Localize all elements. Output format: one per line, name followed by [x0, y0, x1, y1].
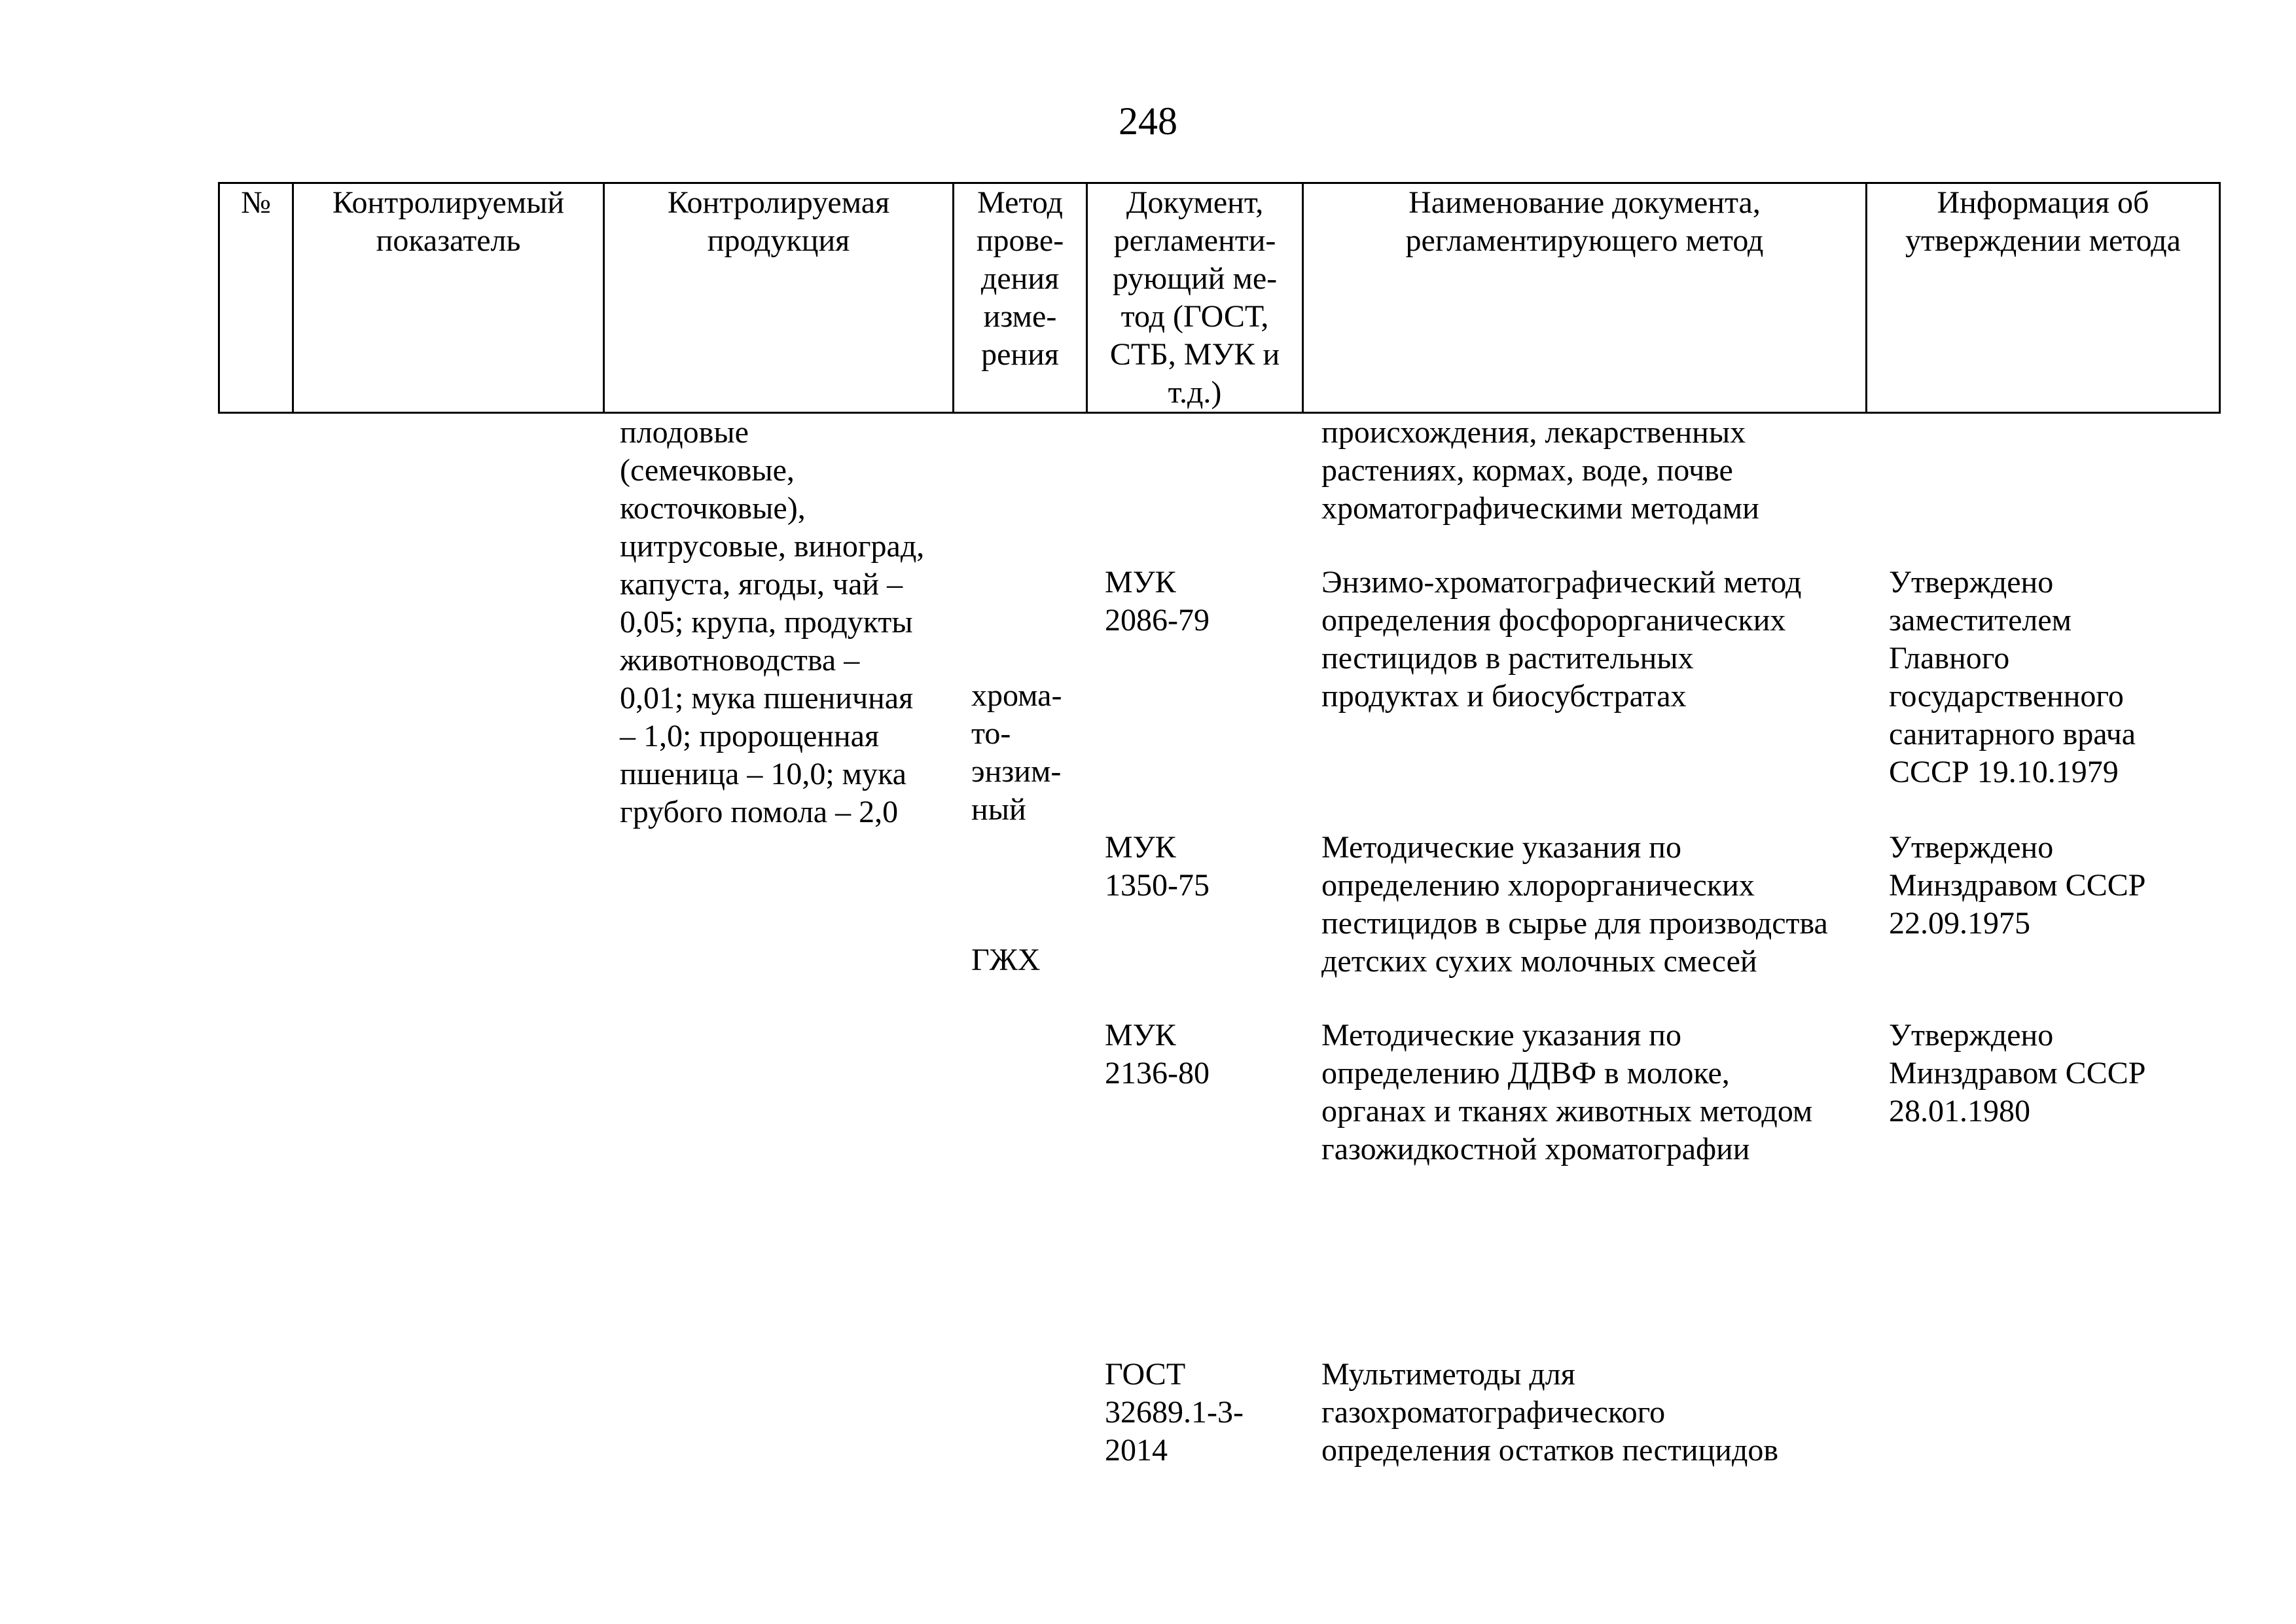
header-product: Контролируемая продукция — [604, 183, 954, 413]
row-2-document: МУК 1350-75 — [1105, 830, 1210, 903]
row-1-approval-info: Утверждено заместителем Главного государственного санитарного врача СССР 19.10.1979 — [1889, 565, 2136, 789]
header-indicator: Контролируемый показатель — [293, 183, 604, 413]
row-2-document-name: Методические указания по определению хлорорганических пестицидов в сырье для производства детских сухих молочных смесей — [1321, 830, 1828, 979]
header-approval-info: Информация об утверждении метода — [1867, 183, 2220, 413]
header-document: Документ, регламенти-рующий ме-тод (ГОСТ, СТБ, МУК и т.д.) — [1087, 183, 1303, 413]
page-number: 248 — [1119, 99, 1177, 143]
header-document-name: Наименование документа, регламентирующего метод — [1303, 183, 1867, 413]
product-cell: плодовые (семечковые, косточковые), цитрусовые, виноград, капуста, ягоды, чай – 0,05; крупа, продукты животноводства – 0,01; мука пшеничная – 1,0; пророщенная пшеница – 10,0; мука грубого помола – 2,0 — [620, 415, 925, 829]
table-header — [218, 182, 2221, 414]
row-2-approval-info: Утверждено Минздравом СССР 22.09.1975 — [1889, 830, 2146, 941]
method-gc: ГЖХ — [971, 943, 1041, 977]
row-3-document-name: Методические указания по определению ДДВФ в молоке, органах и тканях животных методом газожидкостной хроматографии — [1321, 1018, 1813, 1166]
row-4-document: ГОСТ 32689.1-3- 2014 — [1105, 1357, 1244, 1468]
header-number: № — [219, 183, 293, 413]
document-name-continuation: происхождения, лекарственных растениях, кормах, воде, почве хроматографическими методами — [1321, 415, 1759, 526]
header-method: Метод прове-дения изме-рения — [954, 183, 1087, 413]
method-chromato-enzymatic: хрома- то- энзим- ный — [971, 678, 1062, 827]
row-1-document: МУК 2086-79 — [1105, 565, 1210, 638]
row-4-document-name: Мультиметоды для газохроматографического определения остатков пестицидов — [1321, 1357, 1779, 1468]
row-3-approval-info: Утверждено Минздравом СССР 28.01.1980 — [1889, 1018, 2146, 1128]
row-1-document-name: Энзимо-хроматографический метод определения фосфорорганических пестицидов в растительных продуктах и биосубстратах — [1321, 565, 1802, 713]
row-3-document: МУК 2136-80 — [1105, 1018, 1210, 1091]
